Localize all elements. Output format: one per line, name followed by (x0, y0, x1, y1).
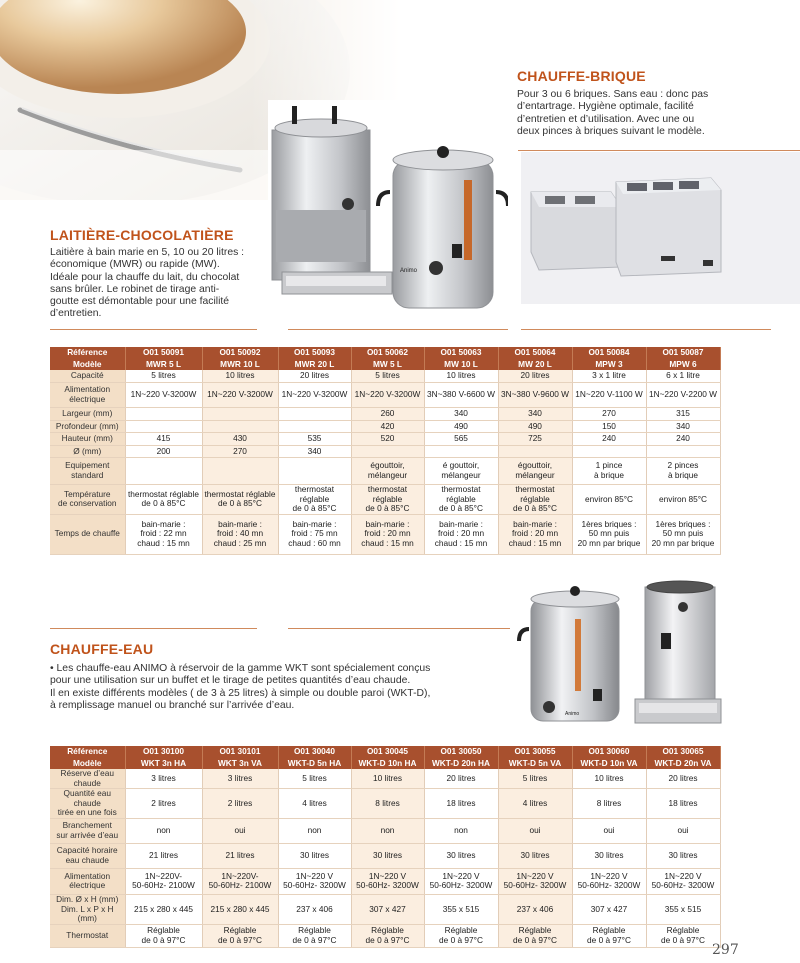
table-cell (125, 421, 202, 433)
table-cell: 1N~220V- 50-60Hz- 2100W (125, 868, 202, 894)
table-cell: 270 (202, 446, 278, 458)
table-cell: 2 pinces à brique (646, 458, 720, 485)
table-cell: Réglable de 0 à 97°C (646, 924, 720, 947)
table-cell: 340 (646, 421, 720, 433)
table-cell: O01 30055 (498, 746, 572, 758)
row-label-cell: Largeur (mm) (50, 408, 125, 421)
row-label-cell: Alimentation électrique (50, 383, 125, 408)
table-cell: non (424, 818, 498, 843)
table-header-row (50, 347, 720, 359)
table-cell: MW 10 L (424, 359, 498, 370)
table-cell: bain-marie : froid : 20 mn chaud : 15 mn (498, 514, 572, 554)
table-cell: 1 pince à brique (572, 458, 646, 485)
table-cell: O01 30040 (278, 746, 351, 758)
table-cell: WKT-D 20n VA (646, 758, 720, 769)
row-label-cell: Référence (50, 746, 125, 758)
table-row (50, 789, 720, 819)
row-label-cell: Hauteur (mm) (50, 433, 125, 446)
table-row (50, 370, 720, 383)
table-cell: égouttoir, mélangeur (351, 458, 424, 485)
table-cell: WKT 3n HA (125, 758, 202, 769)
table-cell: O01 30065 (646, 746, 720, 758)
table-cell: 150 (572, 421, 646, 433)
table-row (50, 868, 720, 894)
table-cell: 21 litres (125, 843, 202, 868)
table-cell: 315 (646, 408, 720, 421)
table-header-row (50, 758, 720, 769)
table-cell: 1N~220 V-3200W (351, 383, 424, 408)
table-cell: O01 50064 (498, 347, 572, 359)
table-cell: 2 litres (202, 789, 278, 819)
table-cell: 1N~220 V-3200W (278, 383, 351, 408)
text-line: Laitière à bain marie en 5, 10 ou 20 litres : (50, 247, 245, 258)
table-cell: WKT-D 5n HA (278, 758, 351, 769)
table-row (50, 383, 720, 408)
row-label-cell: Modèle (50, 758, 125, 769)
table-row (50, 924, 720, 947)
table-cell: WKT-D 20n HA (424, 758, 498, 769)
row-label-cell: Temps de chauffe (50, 514, 125, 554)
divider (521, 329, 771, 330)
table-cell: 10 litres (424, 370, 498, 383)
table-row (50, 433, 720, 446)
table-row (50, 818, 720, 843)
text-line: à remplissage manuel ou branché sur l’arrivée d’eau. (50, 699, 295, 711)
text-line: économique (MWR) ou rapide (MW). (50, 259, 220, 271)
table-cell: 1N~220 V 50-60Hz- 3200W (646, 868, 720, 894)
table-cell: non (125, 818, 202, 843)
table-row (50, 485, 720, 515)
table-cell: bain-marie : froid : 75 mn chaud : 60 mn (278, 514, 351, 554)
table-cell: thermostat réglable de 0 à 85°C (202, 485, 278, 515)
table-cell: 200 (125, 446, 202, 458)
table-cell: 490 (498, 421, 572, 433)
table-cell: 565 (424, 433, 498, 446)
table-cell: 1N~220 V-3200W (202, 383, 278, 408)
table-cell: Réglable de 0 à 97°C (351, 924, 424, 947)
table-cell: O01 30045 (351, 746, 424, 758)
table-cell: thermostat réglable de 0 à 85°C (125, 485, 202, 515)
divider (288, 329, 508, 330)
table-cell: 490 (424, 421, 498, 433)
table-header-row (50, 359, 720, 370)
table-cell: bain-marie : froid : 20 mn chaud : 15 mn (424, 514, 498, 554)
table-cell: 240 (572, 433, 646, 446)
table-cell: é gouttoir, mélangeur (424, 458, 498, 485)
table-cell: 18 litres (646, 789, 720, 819)
table-cell: thermostat réglable de 0 à 85°C (498, 485, 572, 515)
row-label-cell: Quantité eau chaude tirée en une fois (50, 789, 125, 819)
table-cell: 520 (351, 433, 424, 446)
divider (50, 628, 257, 629)
table-cell: 1N~220V- 50-60Hz- 2100W (202, 868, 278, 894)
table-cell: MPW 3 (572, 359, 646, 370)
table-cell: 1N~220 V 50-60Hz- 3200W (278, 868, 351, 894)
table-cell: O01 50084 (572, 347, 646, 359)
table-cell: 6 x 1 litre (646, 370, 720, 383)
table-row (50, 421, 720, 433)
laitiere-title: LAITIÈRE-CHOCOLATIÈRE (50, 227, 234, 243)
row-label-cell: Capacité horaire eau chaude (50, 843, 125, 868)
row-label-cell: Ø (mm) (50, 446, 125, 458)
table-cell: 30 litres (278, 843, 351, 868)
table-cell: 8 litres (351, 789, 424, 819)
table-cell: 5 litres (125, 370, 202, 383)
table-cell: 1N~220 V 50-60Hz- 3200W (424, 868, 498, 894)
table-cell: Réglable de 0 à 97°C (125, 924, 202, 947)
table-cell: 4 litres (498, 789, 572, 819)
table-cell: thermostat réglable de 0 à 85°C (424, 485, 498, 515)
table-cell: 3 litres (125, 769, 202, 789)
table-cell: Réglable de 0 à 97°C (278, 924, 351, 947)
table-cell: 420 (351, 421, 424, 433)
table-cell: 5 litres (278, 769, 351, 789)
table-cell: 30 litres (646, 843, 720, 868)
table-cell (572, 446, 646, 458)
table-cell: 1N~220 V-3200W (125, 383, 202, 408)
table-cell (202, 421, 278, 433)
chauffe-eau-title: CHAUFFE-EAU (50, 641, 154, 657)
text-line: goutte est démontable pour une facilité (50, 296, 230, 308)
table-cell: 2 litres (125, 789, 202, 819)
table-cell: 355 x 515 (424, 894, 498, 924)
table-cell: bain-marie : froid : 22 mn chaud : 15 mn (125, 514, 202, 554)
table-cell: 1ères briques : 50 mn puis 20 mn par brique (572, 514, 646, 554)
table-cell (646, 446, 720, 458)
table-cell: 1ères briques : 50 mn puis 20 mn par brique (646, 514, 720, 554)
table-cell: MWR 20 L (278, 359, 351, 370)
table-cell: 237 x 406 (498, 894, 572, 924)
table-cell: 340 (278, 446, 351, 458)
table-cell: WKT-D 10n HA (351, 758, 424, 769)
text-line: • Les chauffe-eau ANIMO à réservoir de la gamme WKT sont spécialement conçus (50, 663, 431, 674)
divider (288, 628, 510, 629)
table-cell: MW 20 L (498, 359, 572, 370)
page-number: 297 (712, 942, 739, 958)
table-cell: 270 (572, 408, 646, 421)
row-label-cell: Equipement standard (50, 458, 125, 485)
row-label-cell: Branchement sur arrivée d’eau (50, 818, 125, 843)
table-cell: oui (202, 818, 278, 843)
table-row (50, 408, 720, 421)
table-cell: O01 50092 (202, 347, 278, 359)
table-cell: 3N~380 V-9600 W (498, 383, 572, 408)
table-cell: 1N~220 V-2200 W (646, 383, 720, 408)
table-row (50, 769, 720, 789)
table-cell: oui (498, 818, 572, 843)
table-cell: 21 litres (202, 843, 278, 868)
table-cell: 4 litres (278, 789, 351, 819)
table-cell: Réglable de 0 à 97°C (572, 924, 646, 947)
table-cell: Réglable de 0 à 97°C (424, 924, 498, 947)
table-cell: 215 x 280 x 445 (202, 894, 278, 924)
table-cell: MPW 6 (646, 359, 720, 370)
text-line: d’entartrage. Hygiène optimale, facilité (517, 101, 694, 113)
table-cell (278, 458, 351, 485)
table-cell: 30 litres (351, 843, 424, 868)
text-line: d’entretien et d’utilisation. Avec une ou (517, 113, 695, 125)
table-cell: 237 x 406 (278, 894, 351, 924)
table-cell: 1N~220 V 50-60Hz- 3200W (351, 868, 424, 894)
chauffe-brique-description (517, 89, 787, 138)
table-cell: environ 85°C (646, 485, 720, 515)
table-cell (278, 421, 351, 433)
row-label-cell: Thermostat (50, 924, 125, 947)
table-row (50, 458, 720, 485)
table-cell: O01 50063 (424, 347, 498, 359)
row-label-cell: Alimentation électrique (50, 868, 125, 894)
hot-water-dispenser-photo (625, 577, 725, 727)
table-cell: 3 x 1 litre (572, 370, 646, 383)
table-cell: 30 litres (498, 843, 572, 868)
row-label-cell: Référence (50, 347, 125, 359)
table-cell: égouttoir, mélangeur (498, 458, 572, 485)
chauffe-brique-title: CHAUFFE-BRIQUE (517, 68, 646, 84)
table-cell: thermostat réglable de 0 à 85°C (278, 485, 351, 515)
table-cell: thermostat réglable de 0 à 85°C (351, 485, 424, 515)
brick-warmer-photo (521, 152, 800, 304)
laitiere-description (50, 247, 265, 321)
text-line: deux pinces à briques suivant le modèle. (517, 125, 705, 137)
row-label-cell: Profondeur (mm) (50, 421, 125, 433)
table-cell: WKT-D 5n VA (498, 758, 572, 769)
table-cell: 215 x 280 x 445 (125, 894, 202, 924)
table-row (50, 514, 720, 554)
text-line: Il en existe différents modèles ( de 3 à 25 litres) à simple ou double paroi (WKT-D), (50, 687, 431, 699)
table-cell: 10 litres (351, 769, 424, 789)
table-header-row (50, 746, 720, 758)
table-cell: Réglable de 0 à 97°C (498, 924, 572, 947)
table-cell: 307 x 427 (351, 894, 424, 924)
table-cell: bain-marie : froid : 20 mn chaud : 15 mn (351, 514, 424, 554)
table-cell: 30 litres (424, 843, 498, 868)
table-row (50, 446, 720, 458)
table-cell: 240 (646, 433, 720, 446)
table-cell (202, 458, 278, 485)
text-line: sans brûler. Le robinet de tirage anti- (50, 283, 220, 295)
text-line: pour une utilisation sur un buffet et le tirage de petites quantités d’eau chaude. (50, 675, 411, 687)
text-line: d’entretien. (50, 308, 102, 320)
table-cell: 5 litres (351, 370, 424, 383)
row-label-cell: Modèle (50, 359, 125, 370)
table-cell: O01 30100 (125, 746, 202, 758)
table-cell: 415 (125, 433, 202, 446)
table-cell: 3 litres (202, 769, 278, 789)
table-row (50, 894, 720, 924)
table-cell: MWR 10 L (202, 359, 278, 370)
table-row (50, 843, 720, 868)
table-cell: O01 30060 (572, 746, 646, 758)
table-cell: 430 (202, 433, 278, 446)
table-cell: O01 50062 (351, 347, 424, 359)
brand-label: Animo (565, 711, 580, 717)
text-line: Pour 3 ou 6 briques. Sans eau : donc pas (517, 89, 709, 100)
milk-warmer-photo (268, 100, 508, 312)
table-cell: environ 85°C (572, 485, 646, 515)
table-cell: 355 x 515 (646, 894, 720, 924)
table-cell (424, 446, 498, 458)
table-cell: MW 5 L (351, 359, 424, 370)
chauffe-eau-spec-table (50, 746, 721, 948)
table-cell: Réglable de 0 à 97°C (202, 924, 278, 947)
table-cell (278, 408, 351, 421)
divider (518, 150, 800, 151)
table-cell: oui (646, 818, 720, 843)
table-cell: 340 (498, 408, 572, 421)
table-cell: MWR 5 L (125, 359, 202, 370)
table-cell (125, 408, 202, 421)
table-cell: 1N~220 V 50-60Hz- 3200W (572, 868, 646, 894)
table-cell: 5 litres (498, 769, 572, 789)
chauffe-eau-description (50, 663, 520, 712)
table-cell: 535 (278, 433, 351, 446)
row-label-cell: Température de conservation (50, 485, 125, 515)
row-label-cell: Dim. Ø x H (mm) Dim. L x P x H (mm) (50, 894, 125, 924)
table-cell: 1N~220 V 50-60Hz- 3200W (498, 868, 572, 894)
divider (50, 329, 257, 330)
table-cell (351, 446, 424, 458)
table-cell (498, 446, 572, 458)
table-cell: non (278, 818, 351, 843)
laitiere-spec-table (50, 347, 721, 555)
row-label-cell: Réserve d’eau chaude (50, 769, 125, 789)
table-cell: WKT-D 10n VA (572, 758, 646, 769)
table-cell: 3N~380 V-6600 W (424, 383, 498, 408)
table-cell: WKT 3n VA (202, 758, 278, 769)
table-cell: 307 x 427 (572, 894, 646, 924)
table-cell: O01 50087 (646, 347, 720, 359)
table-cell: 20 litres (646, 769, 720, 789)
table-cell: O01 30101 (202, 746, 278, 758)
table-cell: O01 50093 (278, 347, 351, 359)
table-cell: 340 (424, 408, 498, 421)
table-cell: 20 litres (498, 370, 572, 383)
table-cell: non (351, 818, 424, 843)
row-label-cell: Capacité (50, 370, 125, 383)
table-cell: 20 litres (424, 769, 498, 789)
table-cell: 20 litres (278, 370, 351, 383)
table-cell: 725 (498, 433, 572, 446)
table-cell (202, 408, 278, 421)
table-cell: 1N~220 V-1100 W (572, 383, 646, 408)
table-cell: 10 litres (572, 769, 646, 789)
table-cell: O01 30050 (424, 746, 498, 758)
table-cell: 8 litres (572, 789, 646, 819)
table-cell: oui (572, 818, 646, 843)
table-cell (125, 458, 202, 485)
text-line: Idéale pour la chauffe du lait, du chocolat (50, 271, 240, 283)
table-cell: O01 50091 (125, 347, 202, 359)
table-cell: 30 litres (572, 843, 646, 868)
table-cell: 18 litres (424, 789, 498, 819)
brand-label: Animo (400, 268, 418, 274)
table-cell: 10 litres (202, 370, 278, 383)
table-cell: 260 (351, 408, 424, 421)
table-cell: bain-marie : froid : 40 mn chaud : 25 mn (202, 514, 278, 554)
